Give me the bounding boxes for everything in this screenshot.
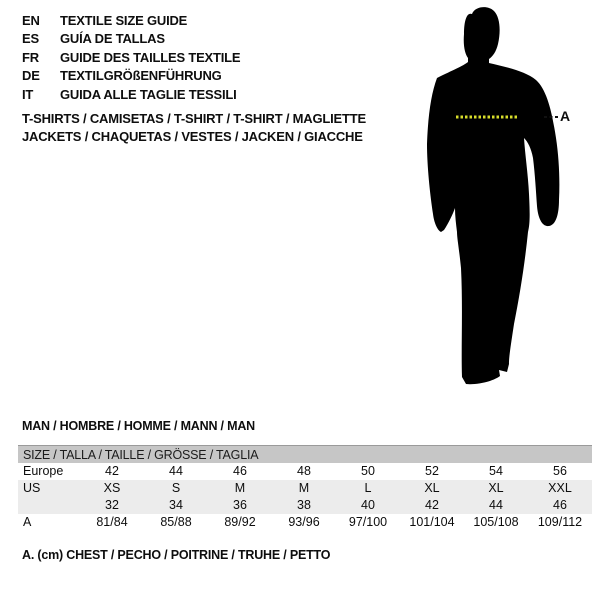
language-code: EN bbox=[22, 13, 40, 28]
table-row bbox=[18, 480, 592, 497]
size-cell: L bbox=[364, 481, 372, 495]
size-table-header: SIZE / TALLA / TAILLE / GRÖSSE / TAGLIA bbox=[18, 445, 592, 463]
row-label: US bbox=[23, 481, 41, 495]
size-cell: 89/92 bbox=[224, 515, 256, 529]
size-cell: XL bbox=[424, 481, 440, 495]
language-label: GUÍA DE TALLAS bbox=[60, 31, 165, 47]
size-cell: 44 bbox=[489, 498, 503, 512]
size-table bbox=[18, 445, 592, 531]
row-label: Europe bbox=[23, 464, 64, 478]
category-line: JACKETS / CHAQUETAS / VESTES / JACKEN / GIACCHE bbox=[22, 129, 363, 144]
language-row bbox=[22, 49, 240, 67]
table-row bbox=[18, 497, 592, 514]
size-cell: XS bbox=[103, 481, 121, 495]
category-line: T-SHIRTS / CAMISETAS / T-SHIRT / T-SHIRT / MAGLIETTE bbox=[22, 111, 366, 126]
table-row bbox=[18, 514, 592, 531]
size-cell: 85/88 bbox=[160, 515, 192, 529]
language-code: FR bbox=[22, 49, 39, 65]
size-cell: 44 bbox=[169, 464, 183, 478]
section-title: MAN / HOMBRE / HOMME / MANN / MAN bbox=[22, 419, 255, 433]
size-cell: 101/104 bbox=[409, 515, 455, 529]
size-cell: 32 bbox=[105, 498, 119, 512]
size-cell: 38 bbox=[297, 498, 311, 512]
language-row bbox=[22, 67, 240, 85]
size-cell: 54 bbox=[489, 464, 503, 478]
size-cell: S bbox=[171, 481, 181, 495]
size-cell: 40 bbox=[361, 498, 375, 512]
size-cell: XL bbox=[488, 481, 504, 495]
category-lines bbox=[22, 110, 366, 146]
size-cell: 46 bbox=[553, 498, 567, 512]
size-cell: 97/100 bbox=[348, 515, 388, 529]
size-cell: 109/112 bbox=[537, 515, 583, 529]
size-cell: 46 bbox=[233, 464, 247, 478]
size-cell: 42 bbox=[425, 498, 439, 512]
row-label bbox=[18, 497, 80, 514]
man-silhouette bbox=[408, 4, 573, 394]
size-cell: XXL bbox=[548, 481, 572, 495]
size-cell: 105/108 bbox=[473, 515, 519, 529]
size-cell: 81/84 bbox=[96, 515, 128, 529]
size-table-body bbox=[18, 463, 592, 531]
size-cell: 34 bbox=[169, 498, 183, 512]
size-cell: 56 bbox=[553, 464, 567, 478]
measure-label-a: A bbox=[560, 108, 571, 124]
language-label: TEXTILE SIZE GUIDE bbox=[60, 13, 188, 28]
language-list bbox=[22, 12, 240, 104]
language-label: TEXTILGRÖßENFÜHRUNG bbox=[60, 68, 222, 84]
language-row bbox=[22, 30, 240, 48]
row-label: A bbox=[23, 515, 32, 529]
language-row bbox=[22, 12, 240, 30]
measurement-footnote: A. (cm) CHEST / PECHO / POITRINE / TRUHE / PETTO bbox=[22, 548, 331, 562]
language-code: ES bbox=[22, 31, 39, 47]
table-row bbox=[18, 463, 592, 480]
language-code: DE bbox=[22, 68, 40, 84]
size-cell: 36 bbox=[233, 498, 247, 512]
man-silhouette-shape bbox=[427, 7, 559, 384]
size-cell: 93/96 bbox=[288, 515, 320, 529]
language-label: GUIDE DES TAILLES TEXTILE bbox=[60, 49, 241, 65]
size-cell: 42 bbox=[105, 464, 119, 478]
size-cell: 50 bbox=[361, 464, 375, 478]
size-cell: M bbox=[298, 481, 310, 495]
size-cell: 48 bbox=[297, 464, 311, 478]
size-cell: 52 bbox=[425, 464, 439, 478]
language-label: GUIDA ALLE TAGLIE TESSILI bbox=[60, 86, 237, 102]
language-row bbox=[22, 86, 240, 104]
size-cell: M bbox=[234, 481, 246, 495]
language-code: IT bbox=[22, 86, 34, 102]
